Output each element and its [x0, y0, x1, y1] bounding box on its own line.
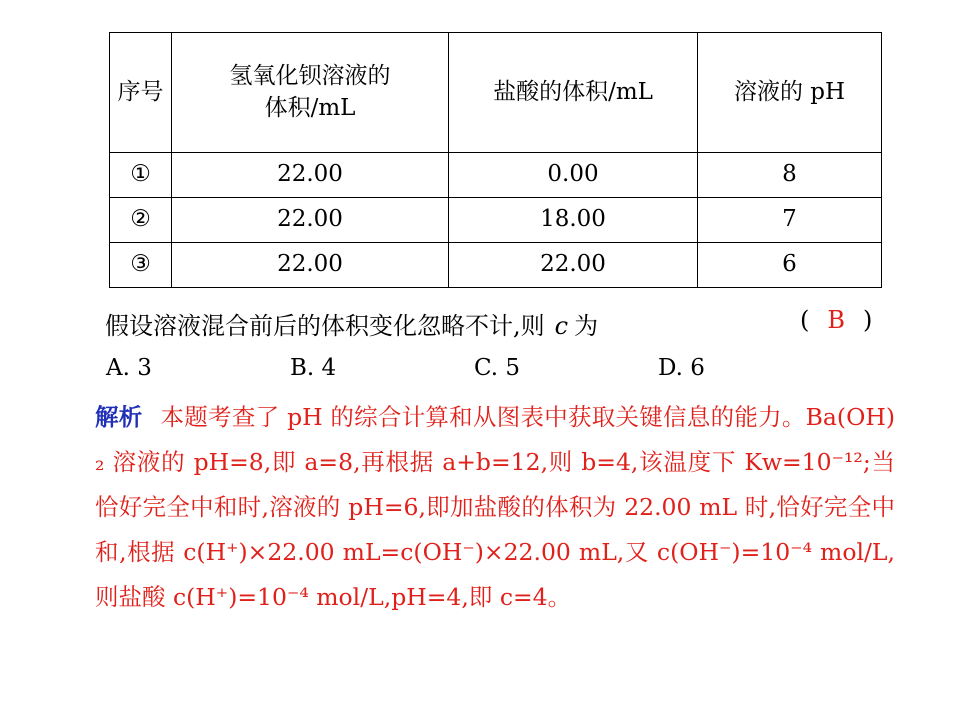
question-stem	[105, 306, 895, 341]
question-suffix: 为	[574, 312, 599, 340]
hcl-volume: 18.00	[449, 198, 698, 243]
barium-hydroxide-volume: 22.00	[172, 198, 449, 243]
answer-value: B	[827, 306, 846, 334]
answer-paren-close: )	[863, 306, 873, 334]
analysis-heading: 解析	[95, 403, 143, 431]
solution-ph: 6	[698, 243, 882, 288]
hcl-volume: 22.00	[449, 243, 698, 288]
header-solution-ph: 溶液的 pH	[698, 33, 882, 153]
analysis-block	[95, 395, 895, 620]
row-index: ①	[110, 153, 172, 198]
hcl-volume: 0.00	[449, 153, 698, 198]
data-table	[109, 32, 882, 288]
answer-paren-open: (	[800, 306, 810, 334]
analysis-body: 本题考查了 pH 的综合计算和从图表中获取关键信息的能力。Ba(OH)₂ 溶液的 pH=8,即 a=8,再根据 a+b=12,则 b=4,该温度下 Kw=10⁻¹²;当恰好完全中和时,溶液的 pH=6,即加盐酸的体积为 22.00 mL 时,恰好完全中和,根据 c(H⁺)×22.00 mL=c(OH⁻)×22.00 mL,又 c(OH⁻)=10⁻⁴ mol/L,则盐酸 c(H⁺)=10⁻⁴ mol/L,pH=4,即 c=4。	[95, 403, 895, 611]
header-index: 序号	[110, 33, 172, 153]
option-a: A. 3	[106, 355, 152, 381]
solution-ph: 8	[698, 153, 882, 198]
option-b: B. 4	[290, 355, 337, 381]
barium-hydroxide-volume: 22.00	[172, 153, 449, 198]
barium-hydroxide-volume: 22.00	[172, 243, 449, 288]
option-c: C. 5	[474, 355, 521, 381]
row-index: ②	[110, 198, 172, 243]
header-hcl-volume: 盐酸的体积/mL	[449, 33, 698, 153]
question-text: 假设溶液混合前后的体积变化忽略不计,则	[105, 312, 545, 340]
table-header-row	[110, 33, 882, 153]
header-barium-hydroxide-volume	[172, 33, 449, 153]
question-variable: c	[554, 312, 569, 340]
table-row	[110, 243, 882, 288]
row-index: ③	[110, 243, 172, 288]
solution-ph: 7	[698, 198, 882, 243]
header-barium-hydroxide-volume-text: 氢氧化钡溶液的体积/mL	[229, 63, 391, 121]
answer-blank	[800, 306, 872, 334]
option-d: D. 6	[658, 355, 705, 381]
table-row	[110, 198, 882, 243]
table-row	[110, 153, 882, 198]
